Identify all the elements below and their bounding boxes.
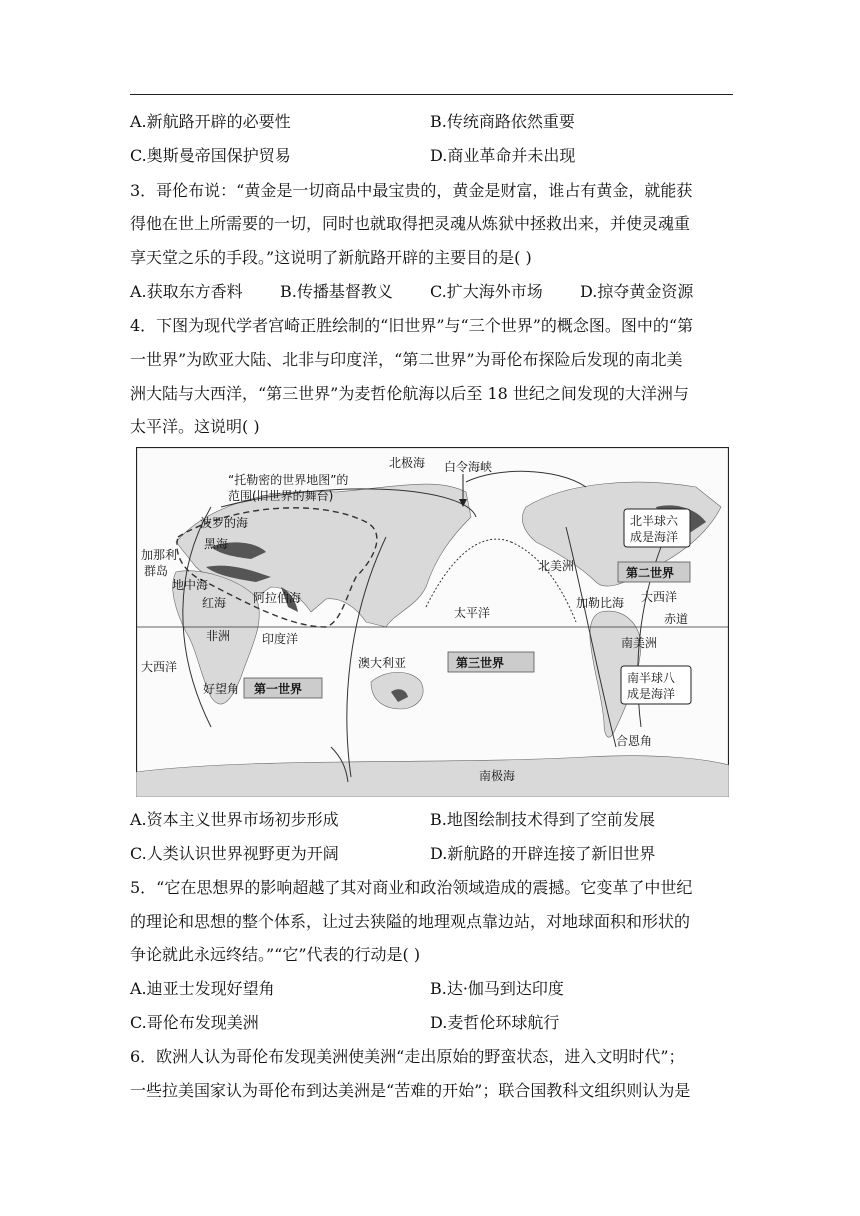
label-canary-1: 加那利: [141, 548, 178, 562]
q3-stem-line-3: 享天堂之乐的手段。”这说明了新航路开辟的主要目的是( ): [130, 248, 532, 267]
q3-stem-line-1: 3．哥伦布说：“黄金是一切商品中最宝贵的，黄金是财富，谁占有黄金，就能获: [130, 181, 693, 200]
q4-option-d[interactable]: D.新航路的开辟连接了新旧世界: [430, 844, 656, 863]
label-nh-2: 成是海洋: [630, 530, 679, 544]
label-australia: 澳大利亚: [358, 656, 407, 670]
label-indian-ocean: 印度洋: [262, 632, 299, 646]
label-ptolemy-2: 范围(旧世界的舞台): [228, 489, 334, 503]
label-sh-1: 南半球八: [627, 671, 676, 685]
world-map-figure: [136, 447, 729, 797]
q6-stem-line-2: 一些拉美国家认为哥伦布到达美洲是“苦难的开始”；联合国教科文组织则认为是: [130, 1081, 691, 1100]
q5-option-d[interactable]: D.麦哲伦环球航行: [430, 1013, 560, 1032]
q2-option-a[interactable]: A.新航路开辟的必要性: [130, 112, 291, 131]
q2-option-b[interactable]: B.传统商路依然重要: [430, 112, 575, 131]
label-nh-1: 北半球六: [630, 514, 679, 528]
q4-stem-line-2: 一世界”为欧亚大陆、北非与印度洋，“第二世界”为哥伦布探险后发现的南北美: [130, 350, 683, 369]
q4-stem-line-4: 太平洋。这说明( ): [130, 417, 260, 436]
q3-option-b[interactable]: B.传播基督教义: [280, 282, 393, 301]
q5-stem-line-3: 争论就此永远终结。”“它”代表的行动是( ): [130, 945, 421, 964]
q5-stem-line-1: 5．“它在思想界的影响超越了其对商业和政治领域造成的震撼。它变革了中世纪: [130, 878, 693, 897]
label-antarctic: 南极海: [479, 769, 516, 783]
label-pacific: 太平洋: [454, 606, 491, 620]
label-atlantic-left: 大西洋: [141, 660, 178, 674]
label-black-sea: 黑海: [204, 537, 229, 551]
q3-stem-line-2: 得他在世上所需要的一切，同时也就取得把灵魂从炼狱中拯救出来，并使灵魂重: [130, 214, 691, 233]
label-red-sea: 红海: [202, 596, 227, 610]
label-sh-2: 成是海洋: [627, 687, 676, 701]
q5-option-a[interactable]: A.迪亚士发现好望角: [130, 979, 275, 998]
label-cape-horn: 合恩角: [616, 734, 653, 748]
label-first-world: 第一世界: [254, 682, 303, 696]
q4-option-c[interactable]: C.人类认识世界视野更为开阔: [130, 844, 339, 863]
q4-stem-line-1: 4．下图为现代学者宫崎正胜绘制的“旧世界”与“三个世界”的概念图。图中的“第: [130, 316, 694, 335]
label-arctic: 北极海: [389, 456, 426, 470]
q3-option-a[interactable]: A.获取东方香料: [130, 282, 243, 301]
label-atlantic-right: 大西洋: [641, 590, 678, 604]
q3-option-c[interactable]: C.扩大海外市场: [430, 282, 543, 301]
label-ptolemy-1: “托勒密的世界地图”的: [228, 473, 349, 487]
label-equator: 赤道: [664, 612, 689, 626]
label-second-world: 第二世界: [626, 566, 675, 580]
q4-option-a[interactable]: A.资本主义世界市场初步形成: [130, 810, 339, 829]
q2-option-c[interactable]: C.奥斯曼帝国保护贸易: [130, 146, 291, 165]
label-south-america: 南美洲: [621, 636, 658, 650]
q5-stem-line-2: 的理论和思想的整个体系，让过去狭隘的地理观点靠边站，对地球面积和形状的: [130, 912, 691, 931]
q4-stem-line-3: 洲大陆与大西洋，“第三世界”为麦哲伦航海以后至 18 世纪之间发现的大洋洲与: [130, 384, 689, 403]
q3-option-d[interactable]: D.掠夺黄金资源: [580, 282, 694, 301]
label-baltic: 波罗的海: [200, 516, 249, 530]
header-rule: [130, 94, 733, 95]
label-caribbean: 加勒比海: [576, 596, 625, 610]
q6-stem-line-1: 6．欧洲人认为哥伦布发现美洲使美洲“走出原始的野蛮状态，进入文明时代”；: [130, 1047, 685, 1066]
q5-option-b[interactable]: B.达·伽马到达印度: [430, 979, 564, 998]
label-canary-2: 群岛: [144, 564, 169, 578]
q2-option-d[interactable]: D.商业革命并未出现: [430, 146, 576, 165]
label-north-america: 北美洲: [538, 559, 575, 573]
label-bering: 白令海峡: [444, 460, 493, 474]
q4-option-b[interactable]: B.地图绘制技术得到了空前发展: [430, 810, 655, 829]
label-third-world: 第三世界: [456, 656, 505, 670]
label-arabian-sea: 阿拉伯海: [253, 591, 302, 605]
label-mediterranean: 地中海: [172, 578, 209, 592]
q5-option-c[interactable]: C.哥伦布发现美洲: [130, 1013, 259, 1032]
label-cape-good-hope: 好望角: [203, 682, 240, 696]
label-africa: 非洲: [206, 629, 231, 643]
